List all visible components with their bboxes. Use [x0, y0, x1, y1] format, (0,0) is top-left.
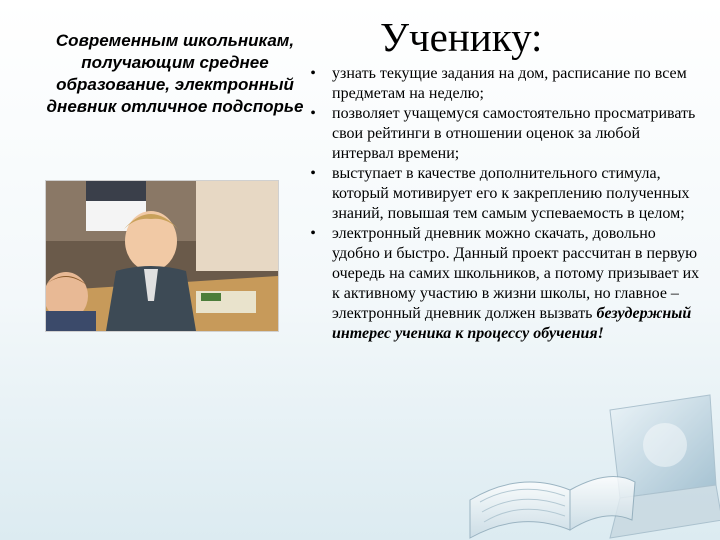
bullet-item [306, 104, 702, 164]
bullet-icon: • [310, 225, 316, 242]
bullet-icon: • [310, 65, 316, 82]
slide-title: Ученику: [380, 14, 543, 60]
open-book-icon [470, 477, 635, 538]
bullet-text: позволяет учащемуся самостоятельно просматривать свои рейтинги в отношении оценок за любой интервал времени; [332, 105, 696, 162]
classroom-photo [45, 180, 279, 332]
bullet-text: узнать текущие задания на дом, расписание по всем предметам на неделю; [332, 65, 687, 102]
bullet-item [306, 64, 702, 104]
book-laptop-decoration [460, 390, 720, 540]
bullet-text: электронный дневник можно скачать, довольно удобно и быстро. Данный проект рассчитан в первую очередь на самих школьников, а потому призывает их к активному участию в жизни школы, но главное – электронный дневник должен вызвать [332, 225, 700, 322]
bullet-icon: • [310, 105, 316, 122]
left-caption: Современным школьникам, получающим среднее образование, электронный дневник отличное подспорье [46, 31, 304, 116]
bullet-item [306, 224, 702, 344]
bullet-list [306, 64, 702, 344]
bullet-emphasis: безудержный интерес ученика к процессу обучения! [332, 305, 692, 342]
bullet-item [306, 164, 702, 224]
bullet-text: выступает в качестве дополнительного стимула, который мотивирует его к закреплению полученных знаний, повышая тем самым успеваемость в целом; [332, 165, 690, 222]
bullet-icon: • [310, 165, 316, 182]
